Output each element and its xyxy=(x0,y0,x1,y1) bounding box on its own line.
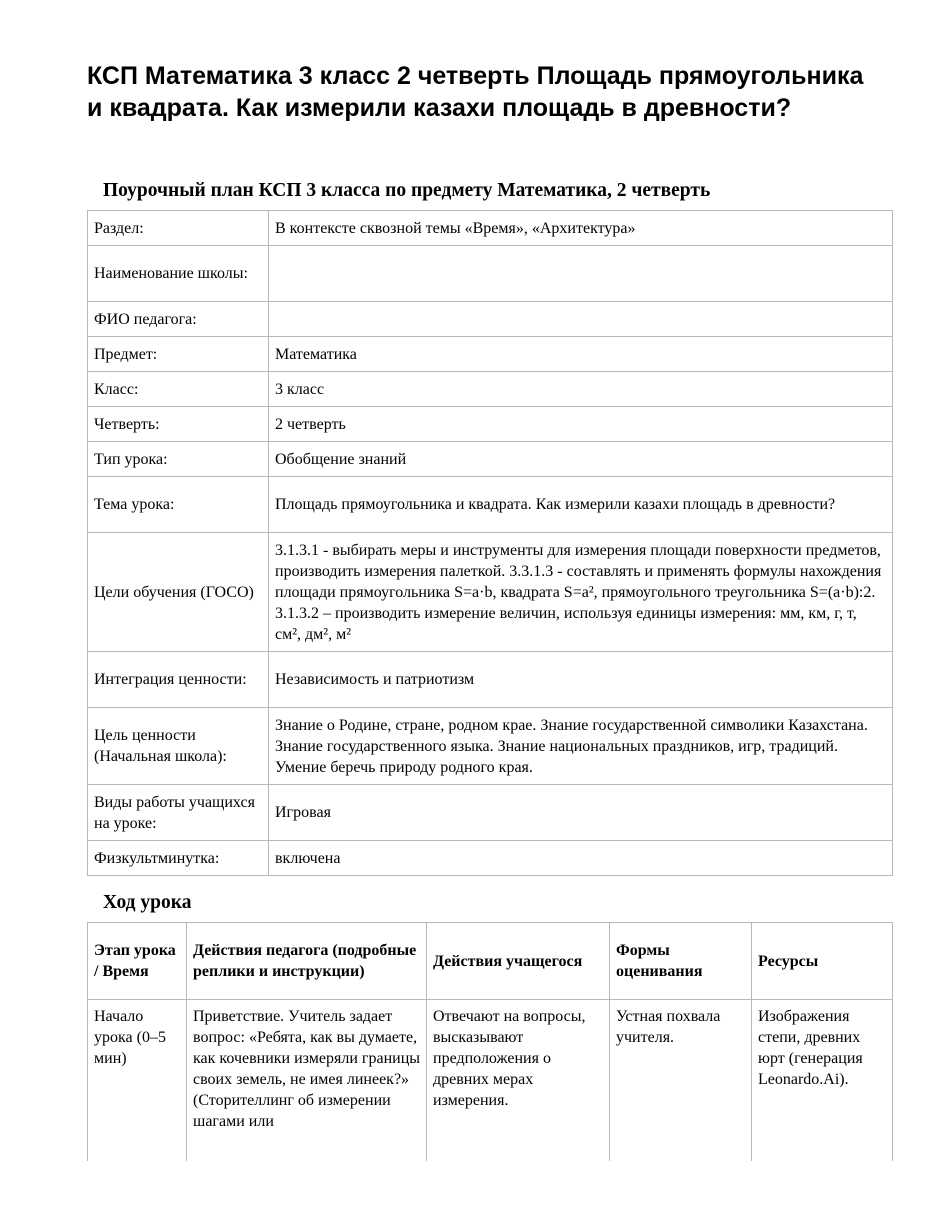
row-label: Цель ценности (Начальная школа): xyxy=(88,708,269,785)
row-value: 3.1.3.1 - выбирать меры и инструменты для измерения площади поверхности предметов, производить измерения палеткой. 3.3.1.3 - составлять и применять формулы нахождения площади прямоугольника S=a·b, квадрата S=a², прямоугольного треугольника S=(a·b):2. 3.1.3.2 – производить измерение величин, используя единицы измерения: мм, км, г, т, см², дм², м² xyxy=(269,533,893,652)
row-value: Обобщение знаний xyxy=(269,442,893,477)
row-label: Четверть: xyxy=(88,407,269,442)
row-label: Раздел: xyxy=(88,211,269,246)
row-value: включена xyxy=(269,841,893,876)
page-bottom-margin xyxy=(0,1161,935,1221)
lesson-flow-table xyxy=(87,922,893,1200)
header-resources: Ресурсы xyxy=(752,923,893,1000)
table-row xyxy=(88,337,893,372)
row-label: Класс: xyxy=(88,372,269,407)
header-student-actions: Действия учащегося xyxy=(427,923,610,1000)
header-stage: Этап урока / Время xyxy=(88,923,187,1000)
row-label: Наименование школы: xyxy=(88,246,269,302)
row-value: В контексте сквозной темы «Время», «Архитектура» xyxy=(269,211,893,246)
row-label: Тема урока: xyxy=(88,477,269,533)
table-row xyxy=(88,407,893,442)
row-value xyxy=(269,302,893,337)
lesson-info-table xyxy=(87,210,893,876)
document-title: КСП Математика 3 класс 2 четверть Площадь прямоугольника и квадрата. Как измерили казахи площадь в древности? xyxy=(87,62,864,122)
row-label: Тип урока: xyxy=(88,442,269,477)
row-value xyxy=(269,246,893,302)
plan-heading: Поурочный план КСП 3 класса по предмету Математика, 2 четверть xyxy=(103,180,711,201)
row-value: Математика xyxy=(269,337,893,372)
row-value: Площадь прямоугольника и квадрата. Как измерили казахи площадь в древности? xyxy=(269,477,893,533)
lesson-heading: Ход урока xyxy=(103,892,192,913)
row-label: Физкультминутка: xyxy=(88,841,269,876)
table-row xyxy=(88,477,893,533)
table-row xyxy=(88,442,893,477)
cell-teacher-actions: Приветствие. Учитель задает вопрос: «Ребята, как вы думаете, как кочевники измеряли границы своих земель, не имея линеек?» (Сторителлинг об измерении шагами или xyxy=(187,1000,427,1200)
row-label: Виды работы учащихся на уроке: xyxy=(88,785,269,841)
table-row xyxy=(88,708,893,785)
row-label: Цели обучения (ГОСО) xyxy=(88,533,269,652)
table-row xyxy=(88,785,893,841)
table-header-row xyxy=(88,923,893,1000)
table-row xyxy=(88,533,893,652)
table-row xyxy=(88,841,893,876)
row-value: 2 четверть xyxy=(269,407,893,442)
row-value: Игровая xyxy=(269,785,893,841)
row-label: Интеграция ценности: xyxy=(88,652,269,708)
row-value: Знание о Родине, стране, родном крае. Знание государственной символики Казахстана. Знание государственного языка. Знание национальных праздников, игр, традиций. Умение беречь природу родного края. xyxy=(269,708,893,785)
cell-student-actions: Отвечают на вопросы, высказывают предположения о древних мерах измерения. xyxy=(427,1000,610,1200)
table-row xyxy=(88,652,893,708)
row-value: 3 класс xyxy=(269,372,893,407)
table-row xyxy=(88,372,893,407)
cell-assessment: Устная похвала учителя. xyxy=(610,1000,752,1200)
table-row xyxy=(88,211,893,246)
table-row xyxy=(88,302,893,337)
header-teacher-actions: Действия педагога (подробные реплики и инструкции) xyxy=(187,923,427,1000)
row-label: ФИО педагога: xyxy=(88,302,269,337)
cell-stage: Начало урока (0–5 мин) xyxy=(88,1000,187,1200)
row-label: Предмет: xyxy=(88,337,269,372)
header-assessment: Формы оценивания xyxy=(610,923,752,1000)
row-value: Независимость и патриотизм xyxy=(269,652,893,708)
table-row xyxy=(88,246,893,302)
cell-resources: Изображения степи, древних юрт (генерация Leonardo.Ai). xyxy=(752,1000,893,1200)
